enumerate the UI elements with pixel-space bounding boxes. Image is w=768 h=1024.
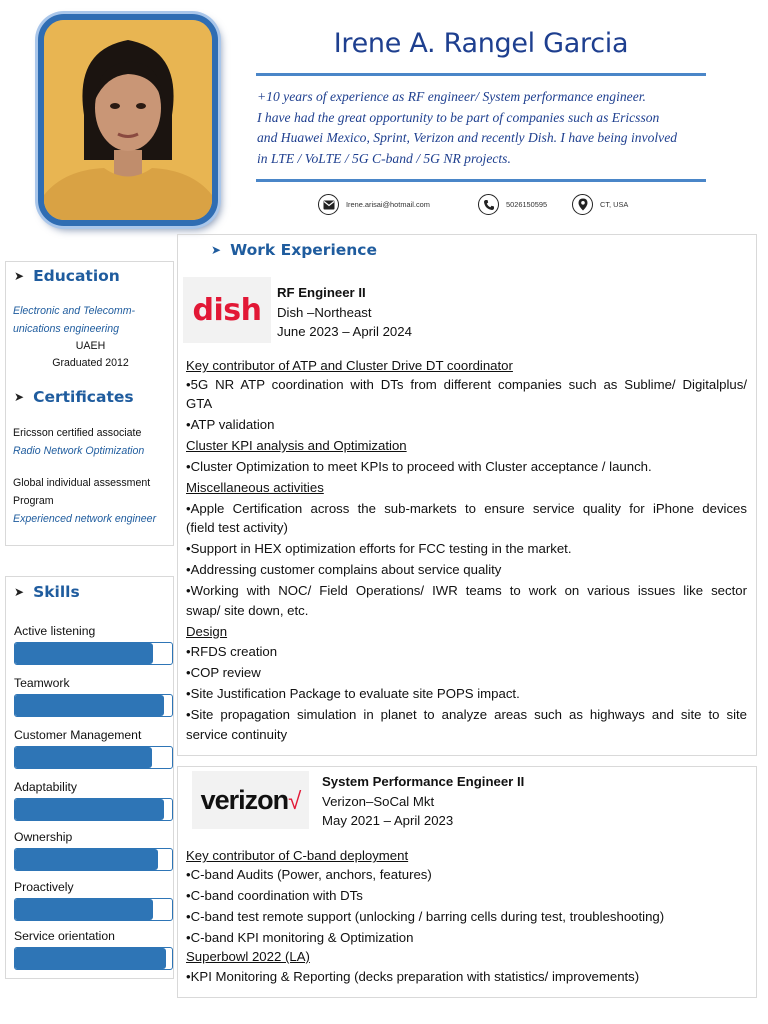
profile-summary	[257, 87, 709, 169]
verizon-wordmark: verizon	[200, 784, 289, 815]
certificates-title: Certificates	[33, 388, 134, 406]
degree	[13, 302, 135, 338]
skill-level-bar	[14, 746, 173, 769]
degree-line: unications engineering	[13, 323, 120, 335]
verizon-logo	[192, 771, 309, 829]
skill-item	[14, 830, 174, 871]
description-line: •C-band test remote support (unlocking / barring cells during test, troubleshooting)	[186, 909, 665, 924]
certificates-heading	[14, 388, 134, 406]
job-company: Verizon–SoCal Mkt	[322, 793, 435, 809]
degree-line: Electronic and Telecomm-	[13, 305, 136, 317]
dish-logo-text: dish	[192, 292, 262, 328]
description-line: •Working with NOC/ Field Operations/ IWR teams to work on various issues like sector	[186, 583, 747, 598]
dish-logo	[183, 277, 271, 343]
work-experience-heading	[211, 241, 377, 259]
description-line: •C-band Audits (Power, anchors, features)	[186, 867, 432, 882]
description-line: (field test activity)	[186, 520, 288, 535]
email-text: Irene.arisai@hotmail.com	[346, 200, 430, 209]
description-line: •Cluster Optimization to meet KPIs to proceed with Cluster acceptance / launch.	[186, 459, 652, 474]
skill-label: Teamwork	[14, 676, 70, 690]
section-subheading: Cluster KPI analysis and Optimization	[186, 438, 407, 453]
skill-label: Active listening	[14, 624, 96, 638]
skill-item	[14, 624, 174, 665]
work-experience-title: Work Experience	[230, 241, 378, 259]
work-experience-panel-2	[177, 766, 757, 998]
description-line: •C-band coordination with DTs	[186, 888, 363, 903]
arrow-bullet-icon: ➤	[14, 585, 25, 599]
summary-line: in LTE / VoLTE / 5G C-band / 5G NR projects.	[257, 150, 511, 166]
skill-level-bar	[14, 848, 173, 871]
envelope-icon	[318, 194, 339, 215]
skills-panel	[5, 576, 174, 979]
arrow-bullet-icon: ➤	[14, 269, 25, 283]
description-line: •COP review	[186, 665, 261, 680]
job-dates: June 2023 – April 2024	[277, 324, 412, 339]
certificate-1	[13, 424, 144, 460]
education-heading	[14, 267, 120, 285]
certificate-name: Global individual assessment	[13, 477, 151, 489]
education-title: Education	[33, 267, 120, 285]
certificate-name: Ericsson certified associate	[13, 427, 142, 439]
skill-level-bar	[14, 798, 173, 821]
certificate-detail: Radio Network Optimization	[13, 445, 145, 457]
description-line: GTA	[186, 396, 213, 411]
skill-level-fill	[15, 695, 164, 716]
skill-level-fill	[15, 899, 153, 920]
email-contact[interactable]	[318, 194, 430, 215]
skill-label: Service orientation	[14, 929, 115, 943]
header-divider-top	[256, 73, 706, 76]
skill-level-fill	[15, 747, 152, 768]
summary-line: and Huawei Mexico, Sprint, Verizon and recently Dish. I have being involved	[257, 130, 678, 145]
description-line: •Support in HEX optimization efforts for FCC testing in the market.	[186, 541, 572, 556]
section-subheading: Key contributor of C-band deployment	[186, 848, 409, 863]
skill-item	[14, 728, 174, 769]
skill-level-bar	[14, 898, 173, 921]
section-subheading: Design	[186, 624, 228, 639]
summary-line: +10 years of experience as RF engineer/ System performance engineer.	[257, 89, 646, 104]
school: UAEH	[75, 340, 106, 352]
contact-info	[0, 194, 768, 218]
job-title: System Performance Engineer II	[322, 774, 525, 789]
section-subheading: Superbowl 2022 (LA)	[186, 949, 310, 964]
certificate-2	[13, 474, 156, 528]
skill-level-bar	[14, 694, 173, 717]
summary-line: I have had the great opportunity to be part of companies such as Ericsson	[257, 109, 660, 125]
job-dates: May 2021 – April 2023	[322, 813, 454, 828]
job-header	[277, 283, 412, 342]
description-line: service continuity	[186, 727, 288, 742]
skill-level-fill	[15, 643, 153, 664]
skill-label: Ownership	[14, 830, 73, 844]
certificate-name: Program	[13, 495, 54, 507]
location-contact	[572, 194, 628, 215]
phone-icon	[478, 194, 499, 215]
skills-heading	[14, 583, 80, 601]
location-pin-icon	[572, 194, 593, 215]
section-subheading: Key contributor of ATP and Cluster Drive DT coordinator	[186, 358, 513, 373]
certificate-detail: Experienced network engineer	[13, 513, 157, 525]
arrow-bullet-icon: ➤	[211, 243, 222, 257]
skill-item	[14, 676, 174, 717]
job-company: Dish –Northeast	[277, 304, 372, 320]
skill-item	[14, 780, 174, 821]
skill-level-fill	[15, 948, 166, 969]
skill-item	[14, 929, 174, 970]
checkmark-icon: √	[288, 787, 301, 815]
education-panel	[5, 261, 174, 546]
description-line: •RFDS creation	[186, 644, 278, 659]
skills-title: Skills	[33, 583, 80, 601]
skill-label: Proactively	[14, 880, 74, 894]
description-line: •Site Justification Package to evaluate site POPS impact.	[186, 686, 520, 701]
portrait-image	[44, 20, 212, 220]
description-line: •C-band KPI monitoring & Optimization	[186, 930, 414, 945]
verizon-logo-text	[201, 785, 301, 816]
person-name: Irene A. Rangel Garcia	[333, 28, 629, 59]
skill-label: Adaptability	[14, 780, 78, 794]
section-subheading: Miscellaneous activities	[186, 480, 324, 495]
skill-level-bar	[14, 642, 173, 665]
graduation-year: Graduated 2012	[52, 357, 129, 369]
header-divider-bottom	[256, 179, 706, 182]
work-experience-panel	[177, 234, 757, 756]
skill-item	[14, 880, 174, 921]
description-line: •5G NR ATP coordination with DTs from different companies such as Sublime/ Digitalplus/	[186, 377, 747, 392]
description-line: swap/ site down, etc.	[186, 603, 309, 618]
description-line: •Site propagation simulation in planet to analyze areas such as highways and site to site	[186, 707, 747, 722]
skill-level-bar	[14, 947, 173, 970]
phone-contact[interactable]	[478, 194, 547, 215]
description-line: •Apple Certification across the sub-markets to ensure service quality for iPhone devices	[186, 501, 747, 516]
location-text: CT, USA	[600, 200, 629, 209]
phone-text: 5026150595	[506, 200, 548, 209]
description-line: •Addressing customer complains about service quality	[186, 562, 502, 577]
arrow-bullet-icon: ➤	[14, 390, 25, 404]
description-line: •KPI Monitoring & Reporting (decks preparation with statistics/ improvements)	[186, 969, 640, 984]
job-title: RF Engineer II	[277, 285, 366, 300]
description-line: •ATP validation	[186, 417, 275, 432]
skill-level-fill	[15, 849, 158, 870]
skill-label: Customer Management	[14, 728, 142, 742]
job-header	[322, 772, 524, 831]
skill-level-fill	[15, 799, 164, 820]
